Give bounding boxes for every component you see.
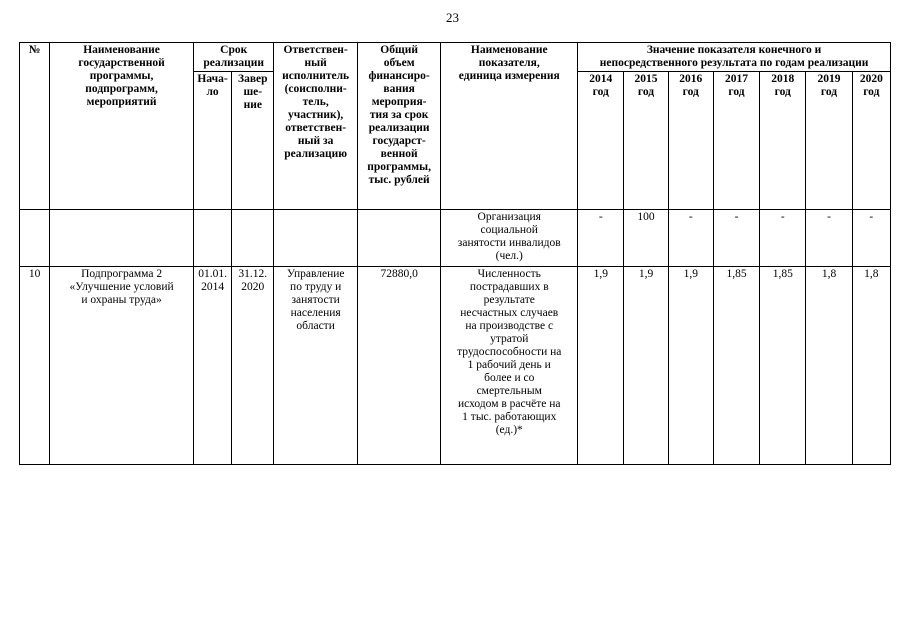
- header-year-2015: 2015 год: [624, 72, 668, 210]
- header-no: №: [20, 43, 50, 210]
- cell-value-2014: 1,9: [578, 267, 624, 465]
- header-year-2018: 2018 год: [760, 72, 806, 210]
- cell-value-2016: 1,9: [668, 267, 713, 465]
- header-executor: Ответствен- ный исполнитель (соисполни- тель, участник), ответствен- ный за реализацию: [274, 43, 357, 210]
- page-number: 23: [446, 10, 459, 25]
- cell-indicator: Численность пострадавших в результате несчастных случаев на производстве с утратой трудоспособности на 1 рабочий день и более и со смертельным исходом в расчёте на 1 тыс. работающих (ед.)*: [441, 267, 578, 465]
- header-year-2019: 2019 год: [806, 72, 852, 210]
- cell-no: [20, 210, 50, 267]
- cell-end: [232, 210, 274, 267]
- header-period: Срок реализации: [193, 43, 273, 72]
- cell-program-name: [50, 210, 194, 267]
- cell-value-2020: 1,8: [852, 267, 890, 465]
- table-row: [20, 267, 891, 465]
- cell-funding: [357, 210, 440, 267]
- cell-value-2015: 100: [624, 210, 668, 267]
- header-funding: Общий объем финансиро- вания мероприя- тия за срок реализации государст- венной программы, тыс. рублей: [357, 43, 440, 210]
- header-year-2016: 2016 год: [668, 72, 713, 210]
- cell-value-2017: 1,85: [713, 267, 759, 465]
- cell-no: 10: [20, 267, 50, 465]
- cell-value-2016: -: [668, 210, 713, 267]
- cell-program-name: Подпрограмма 2 «Улучшение условий и охраны труда»: [50, 267, 194, 465]
- cell-executor: Управление по труду и занятости населения области: [274, 267, 357, 465]
- header-end: Завер ше- ние: [232, 72, 274, 210]
- header-year-2020: 2020 год: [852, 72, 890, 210]
- header-indicator: Наименование показателя, единица измерения: [441, 43, 578, 210]
- cell-value-2020: -: [852, 210, 890, 267]
- cell-start: 01.01. 2014: [193, 267, 231, 465]
- cell-value-2014: -: [578, 210, 624, 267]
- header-row-1: [20, 43, 891, 72]
- cell-value-2015: 1,9: [624, 267, 668, 465]
- program-indicators-table: [19, 42, 891, 465]
- header-start: Нача- ло: [193, 72, 231, 210]
- header-values-group: Значение показателя конечного и непосредственного результата по годам реализации: [578, 43, 891, 72]
- header-year-2017: 2017 год: [713, 72, 759, 210]
- cell-executor: [274, 210, 357, 267]
- cell-value-2019: -: [806, 210, 852, 267]
- cell-start: [193, 210, 231, 267]
- cell-value-2017: -: [713, 210, 759, 267]
- table-row: [20, 210, 891, 267]
- cell-funding: 72880,0: [357, 267, 440, 465]
- cell-end: 31.12. 2020: [232, 267, 274, 465]
- cell-value-2019: 1,8: [806, 267, 852, 465]
- cell-value-2018: 1,85: [760, 267, 806, 465]
- header-year-2014: 2014 год: [578, 72, 624, 210]
- cell-indicator: Организация социальной занятости инвалидов (чел.): [441, 210, 578, 267]
- header-program-name: Наименование государственной программы, подпрограмм, мероприятий: [50, 43, 194, 210]
- cell-value-2018: -: [760, 210, 806, 267]
